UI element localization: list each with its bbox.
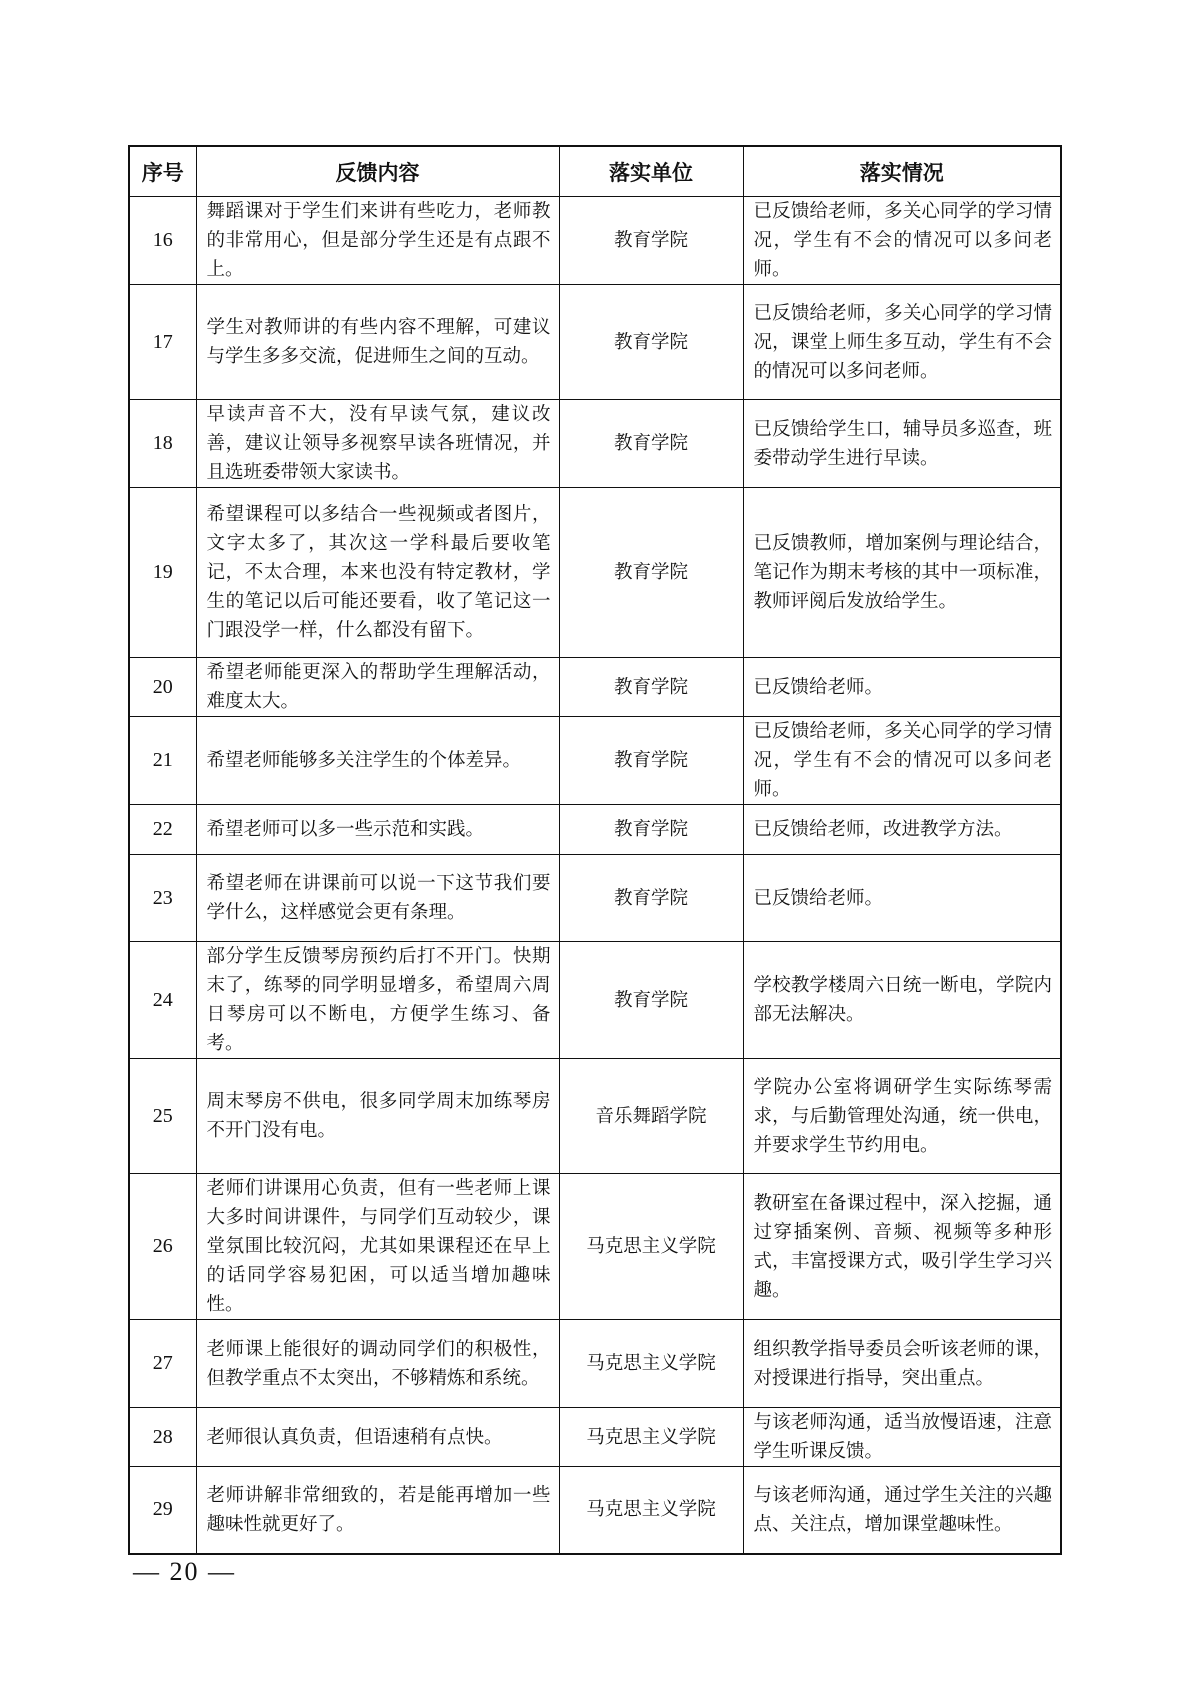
table-row	[129, 1320, 1061, 1408]
cell-status: 已反馈给老师，多关心同学的学习情况，课堂上师生多互动，学生有不会的情况可以多问老师。	[743, 285, 1061, 400]
cell-seq: 26	[129, 1174, 196, 1320]
table-row	[129, 488, 1061, 658]
cell-status: 与该老师沟通，通过学生关注的兴趣点、关注点，增加课堂趣味性。	[743, 1467, 1061, 1554]
table-body	[129, 197, 1061, 1554]
cell-feedback: 老师们讲课用心负责，但有一些老师上课大多时间讲课件，与同学们互动较少，课堂氛围比较沉闷，尤其如果课程还在早上的话同学容易犯困，可以适当增加趣味性。	[196, 1174, 559, 1320]
cell-status: 已反馈教师，增加案例与理论结合，笔记作为期末考核的其中一项标准，教师评阅后发放给学生。	[743, 488, 1061, 658]
cell-seq: 20	[129, 658, 196, 717]
header-status: 落实情况	[743, 146, 1061, 197]
cell-seq: 21	[129, 717, 196, 805]
cell-seq: 22	[129, 805, 196, 855]
cell-feedback: 老师讲解非常细致的，若是能再增加一些趣味性就更好了。	[196, 1467, 559, 1554]
cell-unit: 教育学院	[559, 197, 743, 285]
header-seq: 序号	[129, 146, 196, 197]
cell-seq: 27	[129, 1320, 196, 1408]
cell-unit: 教育学院	[559, 855, 743, 942]
cell-unit: 教育学院	[559, 658, 743, 717]
cell-feedback: 希望老师能够多关注学生的个体差异。	[196, 717, 559, 805]
header-unit: 落实单位	[559, 146, 743, 197]
page-number: — 20 —	[133, 1557, 236, 1586]
cell-status: 已反馈给老师，改进教学方法。	[743, 805, 1061, 855]
table-row	[129, 942, 1061, 1059]
cell-seq: 29	[129, 1467, 196, 1554]
cell-unit: 教育学院	[559, 942, 743, 1059]
cell-status: 学校教学楼周六日统一断电，学院内部无法解决。	[743, 942, 1061, 1059]
cell-feedback: 早读声音不大，没有早读气氛，建议改善，建议让领导多视察早读各班情况，并且选班委带领大家读书。	[196, 400, 559, 488]
table-row	[129, 285, 1061, 400]
cell-status: 已反馈给学生口，辅导员多巡查，班委带动学生进行早读。	[743, 400, 1061, 488]
cell-feedback: 周末琴房不供电，很多同学周末加练琴房不开门没有电。	[196, 1059, 559, 1174]
cell-feedback: 部分学生反馈琴房预约后打不开门。快期末了，练琴的同学明显增多，希望周六周日琴房可以不断电，方便学生练习、备考。	[196, 942, 559, 1059]
cell-status: 已反馈给老师，多关心同学的学习情况，学生有不会的情况可以多问老师。	[743, 197, 1061, 285]
table-row	[129, 717, 1061, 805]
cell-unit: 教育学院	[559, 488, 743, 658]
table-row	[129, 197, 1061, 285]
cell-status: 已反馈给老师，多关心同学的学习情况，学生有不会的情况可以多问老师。	[743, 717, 1061, 805]
header-row	[129, 146, 1061, 197]
cell-unit: 马克思主义学院	[559, 1174, 743, 1320]
cell-feedback: 老师很认真负责，但语速稍有点快。	[196, 1408, 559, 1467]
cell-feedback: 希望老师可以多一些示范和实践。	[196, 805, 559, 855]
table-row	[129, 658, 1061, 717]
cell-unit: 教育学院	[559, 805, 743, 855]
table-row	[129, 805, 1061, 855]
table-row	[129, 855, 1061, 942]
cell-unit: 音乐舞蹈学院	[559, 1059, 743, 1174]
cell-seq: 16	[129, 197, 196, 285]
cell-feedback: 学生对教师讲的有些内容不理解，可建议与学生多多交流，促进师生之间的互动。	[196, 285, 559, 400]
table-row	[129, 1059, 1061, 1174]
cell-status: 已反馈给老师。	[743, 855, 1061, 942]
cell-unit: 教育学院	[559, 285, 743, 400]
cell-seq: 18	[129, 400, 196, 488]
cell-feedback: 希望老师在讲课前可以说一下这节我们要学什么，这样感觉会更有条理。	[196, 855, 559, 942]
cell-status: 学院办公室将调研学生实际练琴需求，与后勤管理处沟通，统一供电，并要求学生节约用电。	[743, 1059, 1061, 1174]
cell-status: 已反馈给老师。	[743, 658, 1061, 717]
table-row	[129, 1408, 1061, 1467]
cell-seq: 19	[129, 488, 196, 658]
cell-unit: 马克思主义学院	[559, 1467, 743, 1554]
table-row	[129, 400, 1061, 488]
table-row	[129, 1467, 1061, 1554]
cell-seq: 25	[129, 1059, 196, 1174]
cell-status: 教研室在备课过程中，深入挖掘，通过穿插案例、音频、视频等多种形式，丰富授课方式，吸引学生学习兴趣。	[743, 1174, 1061, 1320]
cell-status: 与该老师沟通，适当放慢语速，注意学生听课反馈。	[743, 1408, 1061, 1467]
feedback-table	[128, 145, 1062, 1555]
table-header	[129, 146, 1061, 197]
cell-feedback: 老师课上能很好的调动同学们的积极性，但教学重点不太突出，不够精炼和系统。	[196, 1320, 559, 1408]
cell-unit: 马克思主义学院	[559, 1408, 743, 1467]
table-row	[129, 1174, 1061, 1320]
cell-feedback: 希望老师能更深入的帮助学生理解活动，难度太大。	[196, 658, 559, 717]
cell-status: 组织教学指导委员会听该老师的课，对授课进行指导，突出重点。	[743, 1320, 1061, 1408]
cell-seq: 23	[129, 855, 196, 942]
cell-seq: 17	[129, 285, 196, 400]
feedback-table-container	[128, 145, 1060, 1555]
header-feedback: 反馈内容	[196, 146, 559, 197]
cell-feedback: 希望课程可以多结合一些视频或者图片，文字太多了，其次这一学科最后要收笔记，不太合理，本来也没有特定教材，学生的笔记以后可能还要看，收了笔记这一门跟没学一样，什么都没有留下。	[196, 488, 559, 658]
cell-seq: 28	[129, 1408, 196, 1467]
cell-unit: 教育学院	[559, 717, 743, 805]
cell-feedback: 舞蹈课对于学生们来讲有些吃力，老师教的非常用心，但是部分学生还是有点跟不上。	[196, 197, 559, 285]
cell-unit: 马克思主义学院	[559, 1320, 743, 1408]
cell-unit: 教育学院	[559, 400, 743, 488]
cell-seq: 24	[129, 942, 196, 1059]
